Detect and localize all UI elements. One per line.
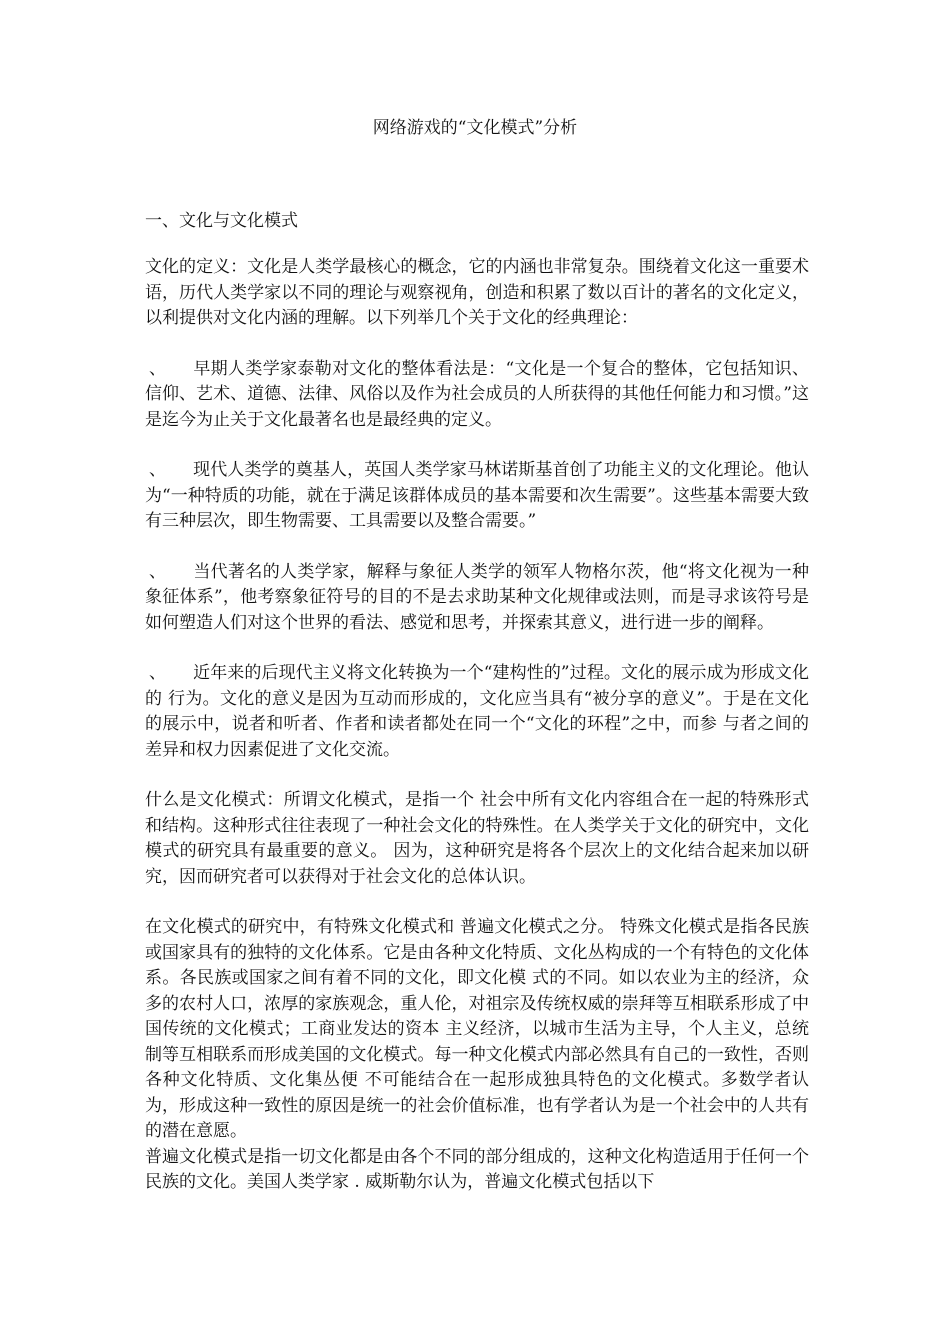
theory-item-1 [145, 357, 809, 434]
document-title: 网络游戏的“文化模式”分析 [372, 118, 578, 138]
list-bullet: 、 [149, 663, 166, 683]
special-pattern-paragraph: 在文化模式的研究中，有特殊文化模式和 普遍文化模式之分。 特殊文化模式是指各民族或国家具有的独特的文化体系。它是由各种文化特质、文化丛构成的一个有特色的文化体系。各民族或国家之间有着不同的文化，即文化模 式的不同。如以农业为主的经济，众多的农村人口，浓厚的家族观念，重人伦，对祖宗及传统权威的崇拜等互相联系形成了中国传统的文化模式；工商业发达的资本 主义经济，以城市生活为主导，个人主义，总统制等互相联系而形成美国的文化模式。每一种文化模式内部必然具有自己的一致性，否则各种文化特质、文化集丛便 不可能结合在一起形成独具特色的文化模式。多数学者认为，形成这种一致性的原因是统一的社会价值标准，也有学者认为是一个社会中的人共有的潜在意愿。 [145, 917, 809, 1141]
theory-text: 近年来的后现代主义将文化转换为一个“建构性的”过程。文化的展示成为形成文化的 行为。文化的意义是因为互动而形成的，文化应当具有“被分享的意义”。于是在文化的展示中，说者和听者、作者和读者都处在同一个“文化的环程”之中，而参 与者之间的差异和权力因素促进了文化交流。 [145, 663, 809, 760]
theory-item-2 [145, 458, 809, 535]
theory-item-3 [145, 560, 809, 637]
culture-pattern-paragraph: 什么是文化模式：所谓文化模式，是指一个 社会中所有文化内容组合在一起的特殊形式和结构。这种形式往往表现了一种社会文化的特殊性。在人类学关于文化的研究中，文化模式的研究具有最重要的意义。 因为，这种研究是将各个层次上的文化结合起来加以研究，因而研究者可以获得对于社会文化的总体认识。 [145, 790, 809, 887]
universal-pattern-paragraph: 普遍文化模式是指一切文化都是由各个不同的部分组成的，这种文化构造适用于任何一个民族的文化。美国人类学家 . 威斯勒尔认为，普遍文化模式包括以下 [145, 1146, 809, 1192]
theory-text: 当代著名的人类学家，解释与象征人类学的领军人物格尔茨，他“将文化视为一种象征体系”，他考察象征符号的目的不是去求助某种文化规律或法则，而是寻求该符号是如何塑造人们对这个世界的看法、感觉和思考，并探索其意义，进行进一步的阐释。 [145, 561, 809, 633]
theory-text: 早期人类学家泰勒对文化的整体看法是：“文化是一个复合的整体，它包括知识、信仰、艺术、道德、法律、风俗以及作为社会成员的人所获得的其他任何能力和习惯。”这是迄今为止关于文化最著名也是最经典的定义。 [145, 358, 809, 430]
list-bullet: 、 [149, 561, 166, 582]
definition-paragraph: 文化的定义：文化是人类学最核心的概念，它的内涵也非常复杂。围绕着文化这一重要术语，历代人类学家以不同的理论与观察视角，创造和积累了数以百计的著名的文化定义，以利提供对文化内涵的理解。以下列举几个关于文化的经典理论： [145, 257, 809, 328]
document-body [145, 255, 809, 1196]
section-heading: 一、文化与文化模式 [145, 211, 298, 231]
theory-text: 现代人类学的奠基人，英国人类学家马林诺斯基首创了功能主义的文化理论。他认为“一种特质的功能，就在于满足该群体成员的基本需要和次生需要”。这些基本需要大致有三种层次，即生物需要、工具需要以及整合需要。” [145, 460, 809, 531]
list-bullet: 、 [149, 460, 166, 480]
list-bullet: 、 [149, 358, 166, 379]
theory-item-4 [145, 661, 809, 763]
